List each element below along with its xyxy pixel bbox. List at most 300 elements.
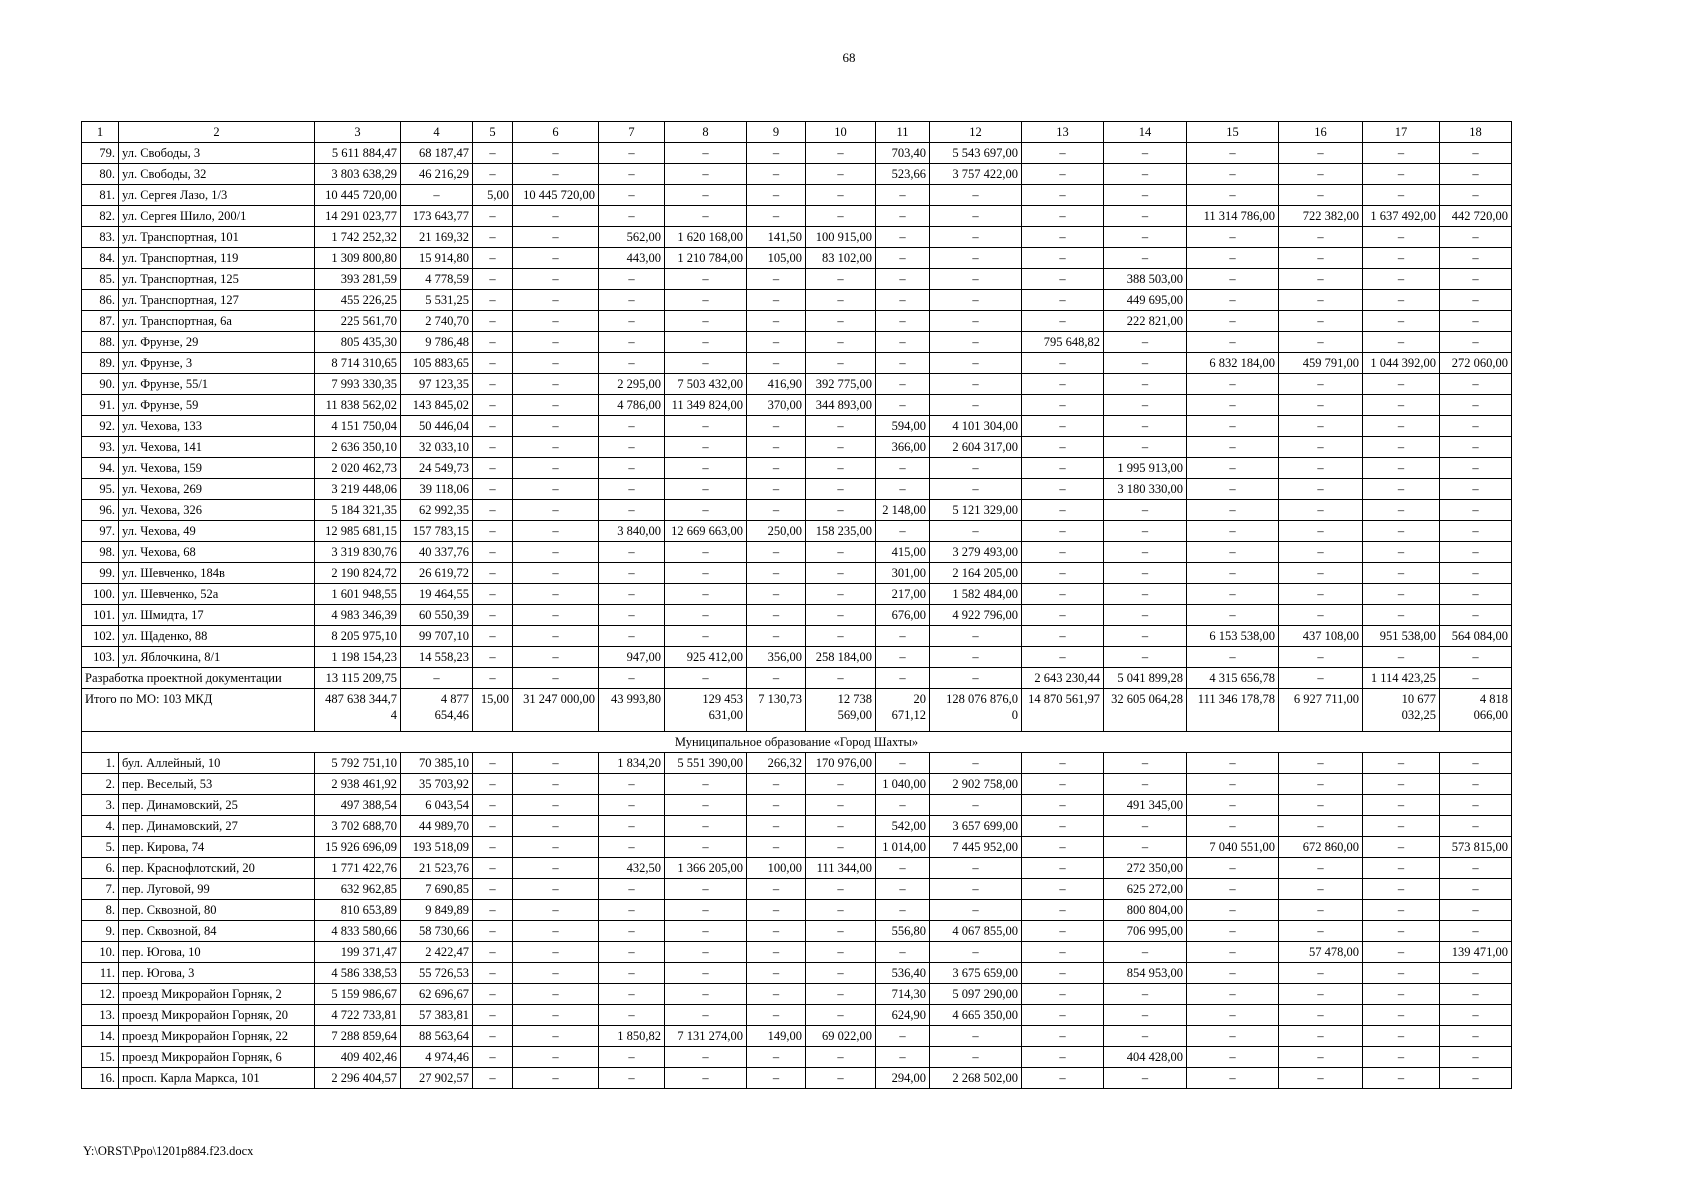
value-cell: 266,32 xyxy=(747,753,806,774)
value-cell: – xyxy=(806,164,876,185)
value-cell: – xyxy=(1104,942,1187,963)
value-cell: 4 067 855,00 xyxy=(930,921,1022,942)
value-cell: – xyxy=(1363,143,1440,164)
value-cell: – xyxy=(1187,879,1279,900)
value-cell: – xyxy=(806,206,876,227)
table-row xyxy=(82,437,1512,458)
value-cell: – xyxy=(747,816,806,837)
value-cell: 443,00 xyxy=(599,248,665,269)
value-cell: 624,90 xyxy=(876,1005,930,1026)
value-cell: – xyxy=(806,143,876,164)
value-cell: 4 974,46 xyxy=(401,1047,473,1068)
value-cell: – xyxy=(876,311,930,332)
value-cell: – xyxy=(1279,795,1363,816)
row-number: 102. xyxy=(82,626,119,647)
value-cell: – xyxy=(747,353,806,374)
value-cell: – xyxy=(1187,900,1279,921)
value-cell: – xyxy=(1363,563,1440,584)
value-cell: – xyxy=(930,626,1022,647)
value-cell: – xyxy=(1187,921,1279,942)
value-cell: – xyxy=(513,500,599,521)
value-cell: – xyxy=(1022,837,1104,858)
value-cell: – xyxy=(1022,900,1104,921)
value-cell: – xyxy=(876,374,930,395)
row-number: 2. xyxy=(82,774,119,795)
value-cell: 14 558,23 xyxy=(401,647,473,668)
value-cell: – xyxy=(1104,563,1187,584)
value-cell: 5 611 884,47 xyxy=(315,143,401,164)
value-cell: – xyxy=(806,584,876,605)
value-cell: – xyxy=(1363,858,1440,879)
table-row xyxy=(82,942,1512,963)
table-row xyxy=(82,458,1512,479)
value-cell: 432,50 xyxy=(599,858,665,879)
value-cell: – xyxy=(1440,395,1512,416)
value-cell: 225 561,70 xyxy=(315,311,401,332)
value-cell: 1 014,00 xyxy=(876,837,930,858)
value-cell: 1 114 423,25 xyxy=(1363,668,1440,689)
value-cell: – xyxy=(1104,185,1187,206)
value-cell: 10 445 720,00 xyxy=(513,185,599,206)
value-cell: – xyxy=(747,542,806,563)
value-cell: 149,00 xyxy=(747,1026,806,1047)
value-cell: – xyxy=(665,774,747,795)
value-cell: – xyxy=(876,353,930,374)
value-cell: 1 040,00 xyxy=(876,774,930,795)
value-cell: 158 235,00 xyxy=(806,521,876,542)
value-cell: – xyxy=(513,458,599,479)
value-cell: – xyxy=(599,605,665,626)
value-cell: 1 850,82 xyxy=(599,1026,665,1047)
value-cell: – xyxy=(1187,753,1279,774)
value-cell: – xyxy=(473,458,513,479)
value-cell: – xyxy=(1104,753,1187,774)
column-header: 12 xyxy=(930,122,1022,143)
value-cell: – xyxy=(513,143,599,164)
column-header: 8 xyxy=(665,122,747,143)
value-cell: – xyxy=(1279,290,1363,311)
table-row xyxy=(82,521,1512,542)
value-cell: 11 314 786,00 xyxy=(1187,206,1279,227)
value-cell: – xyxy=(1440,879,1512,900)
value-cell: – xyxy=(1279,227,1363,248)
value-cell: – xyxy=(930,248,1022,269)
value-cell: – xyxy=(513,584,599,605)
value-cell: – xyxy=(1187,984,1279,1005)
table-row xyxy=(82,626,1512,647)
value-cell: 12 669 663,00 xyxy=(665,521,747,542)
value-cell: – xyxy=(1279,500,1363,521)
value-cell: 393 281,59 xyxy=(315,269,401,290)
value-cell: – xyxy=(876,332,930,353)
value-cell: 2 190 824,72 xyxy=(315,563,401,584)
value-cell: – xyxy=(665,563,747,584)
value-cell: – xyxy=(806,269,876,290)
total-value-cell: 7 130,73 xyxy=(747,689,806,732)
value-cell: – xyxy=(1022,458,1104,479)
table-row xyxy=(82,479,1512,500)
value-cell: – xyxy=(1279,563,1363,584)
column-header: 3 xyxy=(315,122,401,143)
value-cell: – xyxy=(599,963,665,984)
value-cell: – xyxy=(665,921,747,942)
value-cell: – xyxy=(930,900,1022,921)
value-cell: – xyxy=(1104,984,1187,1005)
value-cell: – xyxy=(599,1005,665,1026)
value-cell: – xyxy=(1187,1047,1279,1068)
value-cell: 39 118,06 xyxy=(401,479,473,500)
value-cell: 14 291 023,77 xyxy=(315,206,401,227)
value-cell: – xyxy=(473,521,513,542)
table-row xyxy=(82,921,1512,942)
value-cell: – xyxy=(599,437,665,458)
value-cell: – xyxy=(513,290,599,311)
value-cell: – xyxy=(1187,164,1279,185)
value-cell: – xyxy=(1363,1005,1440,1026)
value-cell: – xyxy=(806,1005,876,1026)
value-cell: 83 102,00 xyxy=(806,248,876,269)
value-cell: – xyxy=(1187,795,1279,816)
value-cell: – xyxy=(1022,879,1104,900)
value-cell: – xyxy=(930,647,1022,668)
value-cell: – xyxy=(1022,416,1104,437)
value-cell: – xyxy=(665,416,747,437)
value-cell: – xyxy=(599,816,665,837)
address-cell: ул. Транспортная, 6а xyxy=(119,311,315,332)
value-cell: – xyxy=(747,942,806,963)
value-cell: – xyxy=(665,1047,747,1068)
address-cell: ул. Чехова, 269 xyxy=(119,479,315,500)
value-cell: – xyxy=(1279,437,1363,458)
value-cell: – xyxy=(1187,816,1279,837)
value-cell: – xyxy=(599,900,665,921)
row-number: 9. xyxy=(82,921,119,942)
value-cell: – xyxy=(1363,753,1440,774)
value-cell: 805 435,30 xyxy=(315,332,401,353)
value-cell: – xyxy=(1363,837,1440,858)
value-cell: – xyxy=(1022,500,1104,521)
value-cell: – xyxy=(1279,164,1363,185)
value-cell: – xyxy=(806,774,876,795)
row-number: 5. xyxy=(82,837,119,858)
value-cell: – xyxy=(1187,1026,1279,1047)
column-header: 9 xyxy=(747,122,806,143)
value-cell: – xyxy=(1022,921,1104,942)
value-cell: – xyxy=(1279,479,1363,500)
file-path-footer: Y:\ORST\Ppo\1201p884.f23.docx xyxy=(83,1144,254,1158)
value-cell: – xyxy=(473,332,513,353)
value-cell: – xyxy=(473,563,513,584)
value-cell: 69 022,00 xyxy=(806,1026,876,1047)
value-cell: – xyxy=(513,521,599,542)
value-cell: 2 938 461,92 xyxy=(315,774,401,795)
value-cell: 3 840,00 xyxy=(599,521,665,542)
value-cell: – xyxy=(1104,206,1187,227)
total-value-cell: 14 870 561,97 xyxy=(1022,689,1104,732)
value-cell: – xyxy=(1363,605,1440,626)
value-cell: – xyxy=(806,563,876,584)
value-cell: 111 344,00 xyxy=(806,858,876,879)
value-cell: – xyxy=(806,942,876,963)
row-number: 79. xyxy=(82,143,119,164)
value-cell: – xyxy=(747,185,806,206)
table-row xyxy=(82,963,1512,984)
value-cell: – xyxy=(1279,458,1363,479)
value-cell: – xyxy=(1279,269,1363,290)
value-cell: – xyxy=(930,879,1022,900)
value-cell: 50 446,04 xyxy=(401,416,473,437)
value-cell: – xyxy=(876,227,930,248)
value-cell: – xyxy=(876,626,930,647)
row-number: 81. xyxy=(82,185,119,206)
value-cell: – xyxy=(1022,1068,1104,1089)
table-row xyxy=(82,816,1512,837)
value-cell: 1 834,20 xyxy=(599,753,665,774)
value-cell: – xyxy=(599,206,665,227)
value-cell: – xyxy=(513,647,599,668)
value-cell: – xyxy=(1440,500,1512,521)
value-cell: – xyxy=(1363,164,1440,185)
value-cell: – xyxy=(473,479,513,500)
value-cell: – xyxy=(473,774,513,795)
value-cell: – xyxy=(599,185,665,206)
value-cell: – xyxy=(1440,795,1512,816)
value-cell: – xyxy=(747,963,806,984)
value-cell: – xyxy=(1440,185,1512,206)
value-cell: – xyxy=(806,900,876,921)
value-cell: – xyxy=(1440,921,1512,942)
value-cell: – xyxy=(665,795,747,816)
value-cell: – xyxy=(599,1047,665,1068)
value-cell: – xyxy=(513,1026,599,1047)
value-cell: 21 169,32 xyxy=(401,227,473,248)
value-cell: 250,00 xyxy=(747,521,806,542)
value-cell: – xyxy=(473,605,513,626)
value-cell: – xyxy=(876,248,930,269)
value-cell: 222 821,00 xyxy=(1104,311,1187,332)
value-cell: – xyxy=(665,290,747,311)
value-cell: – xyxy=(473,921,513,942)
value-cell: 625 272,00 xyxy=(1104,879,1187,900)
value-cell: – xyxy=(876,521,930,542)
value-cell: – xyxy=(747,879,806,900)
value-cell: – xyxy=(1187,416,1279,437)
address-cell: пер. Веселый, 53 xyxy=(119,774,315,795)
value-cell: – xyxy=(599,353,665,374)
value-cell: – xyxy=(806,879,876,900)
total-value-cell: 128 076 876,0 0 xyxy=(930,689,1022,732)
value-cell: – xyxy=(1440,1005,1512,1026)
value-cell: – xyxy=(599,311,665,332)
value-cell: – xyxy=(747,984,806,1005)
value-cell: – xyxy=(930,942,1022,963)
value-cell: – xyxy=(1104,248,1187,269)
value-cell: – xyxy=(806,605,876,626)
row-number: 15. xyxy=(82,1047,119,1068)
value-cell: – xyxy=(1022,584,1104,605)
total-value-cell: 4 877 654,46 xyxy=(401,689,473,732)
value-cell: – xyxy=(930,206,1022,227)
address-cell: ул. Сергея Лазо, 1/3 xyxy=(119,185,315,206)
value-cell: 7 131 274,00 xyxy=(665,1026,747,1047)
total-value-cell: 6 927 711,00 xyxy=(1279,689,1363,732)
value-cell: 1 995 913,00 xyxy=(1104,458,1187,479)
value-cell: – xyxy=(806,1047,876,1068)
total-value-cell: 111 346 178,78 xyxy=(1187,689,1279,732)
value-cell: 3 803 638,29 xyxy=(315,164,401,185)
value-cell: – xyxy=(876,795,930,816)
row-number: 103. xyxy=(82,647,119,668)
value-cell: 404 428,00 xyxy=(1104,1047,1187,1068)
value-cell: 217,00 xyxy=(876,584,930,605)
value-cell: 4 922 796,00 xyxy=(930,605,1022,626)
value-cell: 4 665 350,00 xyxy=(930,1005,1022,1026)
value-cell: – xyxy=(665,206,747,227)
value-cell: – xyxy=(1022,479,1104,500)
value-cell: – xyxy=(1440,227,1512,248)
value-cell: – xyxy=(513,332,599,353)
value-cell: – xyxy=(599,984,665,1005)
value-cell: 2 268 502,00 xyxy=(930,1068,1022,1089)
value-cell: – xyxy=(1440,1026,1512,1047)
value-cell: – xyxy=(1279,1005,1363,1026)
address-cell: ул. Фрунзе, 29 xyxy=(119,332,315,353)
table-row xyxy=(82,753,1512,774)
value-cell: – xyxy=(665,879,747,900)
value-cell: 562,00 xyxy=(599,227,665,248)
table-row xyxy=(82,879,1512,900)
value-cell: 1 044 392,00 xyxy=(1363,353,1440,374)
value-cell: – xyxy=(806,311,876,332)
value-cell: – xyxy=(513,795,599,816)
value-cell: – xyxy=(665,1005,747,1026)
column-header: 13 xyxy=(1022,122,1104,143)
value-cell: 2 020 462,73 xyxy=(315,458,401,479)
row-number: 13. xyxy=(82,1005,119,1026)
value-cell: 416,90 xyxy=(747,374,806,395)
value-cell: – xyxy=(1363,500,1440,521)
value-cell: – xyxy=(930,479,1022,500)
value-cell: – xyxy=(513,1005,599,1026)
value-cell: 7 503 432,00 xyxy=(665,374,747,395)
value-cell: – xyxy=(1104,605,1187,626)
value-cell: – xyxy=(665,143,747,164)
value-cell: – xyxy=(1279,395,1363,416)
value-cell: – xyxy=(665,942,747,963)
value-cell: – xyxy=(806,458,876,479)
value-cell: 44 989,70 xyxy=(401,816,473,837)
value-cell: – xyxy=(1363,395,1440,416)
value-cell: 3 219 448,06 xyxy=(315,479,401,500)
value-cell: – xyxy=(1279,332,1363,353)
table-row xyxy=(82,837,1512,858)
value-cell: – xyxy=(1363,458,1440,479)
value-cell: – xyxy=(1440,269,1512,290)
address-cell: ул. Шмидта, 17 xyxy=(119,605,315,626)
address-cell: просп. Карла Маркса, 101 xyxy=(119,1068,315,1089)
value-cell: – xyxy=(1279,1068,1363,1089)
value-cell: 2 643 230,44 xyxy=(1022,668,1104,689)
value-cell: 272 350,00 xyxy=(1104,858,1187,879)
value-cell: 5 792 751,10 xyxy=(315,753,401,774)
value-cell: 4 722 733,81 xyxy=(315,1005,401,1026)
value-cell: – xyxy=(473,963,513,984)
table-row xyxy=(82,143,1512,164)
value-cell: 800 804,00 xyxy=(1104,900,1187,921)
value-cell: – xyxy=(513,1068,599,1089)
value-cell: 1 601 948,55 xyxy=(315,584,401,605)
value-cell: – xyxy=(747,206,806,227)
value-cell: 5,00 xyxy=(473,185,513,206)
row-number: 16. xyxy=(82,1068,119,1089)
value-cell: – xyxy=(473,795,513,816)
value-cell: – xyxy=(1279,374,1363,395)
table-row xyxy=(82,584,1512,605)
value-cell: 60 550,39 xyxy=(401,605,473,626)
value-cell: 854 953,00 xyxy=(1104,963,1187,984)
value-cell: – xyxy=(806,626,876,647)
value-cell: – xyxy=(1440,332,1512,353)
value-cell: – xyxy=(1440,1047,1512,1068)
value-cell: – xyxy=(930,753,1022,774)
value-cell: 19 464,55 xyxy=(401,584,473,605)
value-cell: – xyxy=(599,458,665,479)
value-cell: – xyxy=(930,395,1022,416)
value-cell: – xyxy=(665,984,747,1005)
value-cell: – xyxy=(1440,416,1512,437)
value-cell: – xyxy=(599,542,665,563)
value-cell: – xyxy=(747,921,806,942)
value-cell: – xyxy=(1022,963,1104,984)
value-cell: 1 742 252,32 xyxy=(315,227,401,248)
value-cell: – xyxy=(806,185,876,206)
value-cell: – xyxy=(513,626,599,647)
address-cell: пер. Динамовский, 27 xyxy=(119,816,315,837)
value-cell: – xyxy=(513,774,599,795)
value-cell: – xyxy=(1187,332,1279,353)
value-cell: 491 345,00 xyxy=(1104,795,1187,816)
row-number: 3. xyxy=(82,795,119,816)
value-cell: – xyxy=(1440,605,1512,626)
value-cell: – xyxy=(1187,542,1279,563)
value-cell: 459 791,00 xyxy=(1279,353,1363,374)
value-cell: – xyxy=(1104,816,1187,837)
row-number: 96. xyxy=(82,500,119,521)
value-cell: – xyxy=(1187,563,1279,584)
value-cell: 21 523,76 xyxy=(401,858,473,879)
value-cell: – xyxy=(1279,1047,1363,1068)
value-cell: – xyxy=(1187,311,1279,332)
value-cell: – xyxy=(1187,227,1279,248)
value-cell: – xyxy=(1363,963,1440,984)
table-row xyxy=(82,1068,1512,1089)
value-cell: 4 786,00 xyxy=(599,395,665,416)
row-number: 88. xyxy=(82,332,119,353)
value-cell: – xyxy=(1187,858,1279,879)
value-cell: – xyxy=(513,311,599,332)
table-row xyxy=(82,500,1512,521)
value-cell: – xyxy=(1279,416,1363,437)
value-cell: 173 643,77 xyxy=(401,206,473,227)
table-row xyxy=(82,185,1512,206)
value-cell: – xyxy=(665,332,747,353)
value-cell: – xyxy=(473,626,513,647)
value-cell: – xyxy=(1363,1026,1440,1047)
value-cell: 392 775,00 xyxy=(806,374,876,395)
total-value-cell: 32 605 064,28 xyxy=(1104,689,1187,732)
table-row xyxy=(82,984,1512,1005)
value-cell: 573 815,00 xyxy=(1440,837,1512,858)
